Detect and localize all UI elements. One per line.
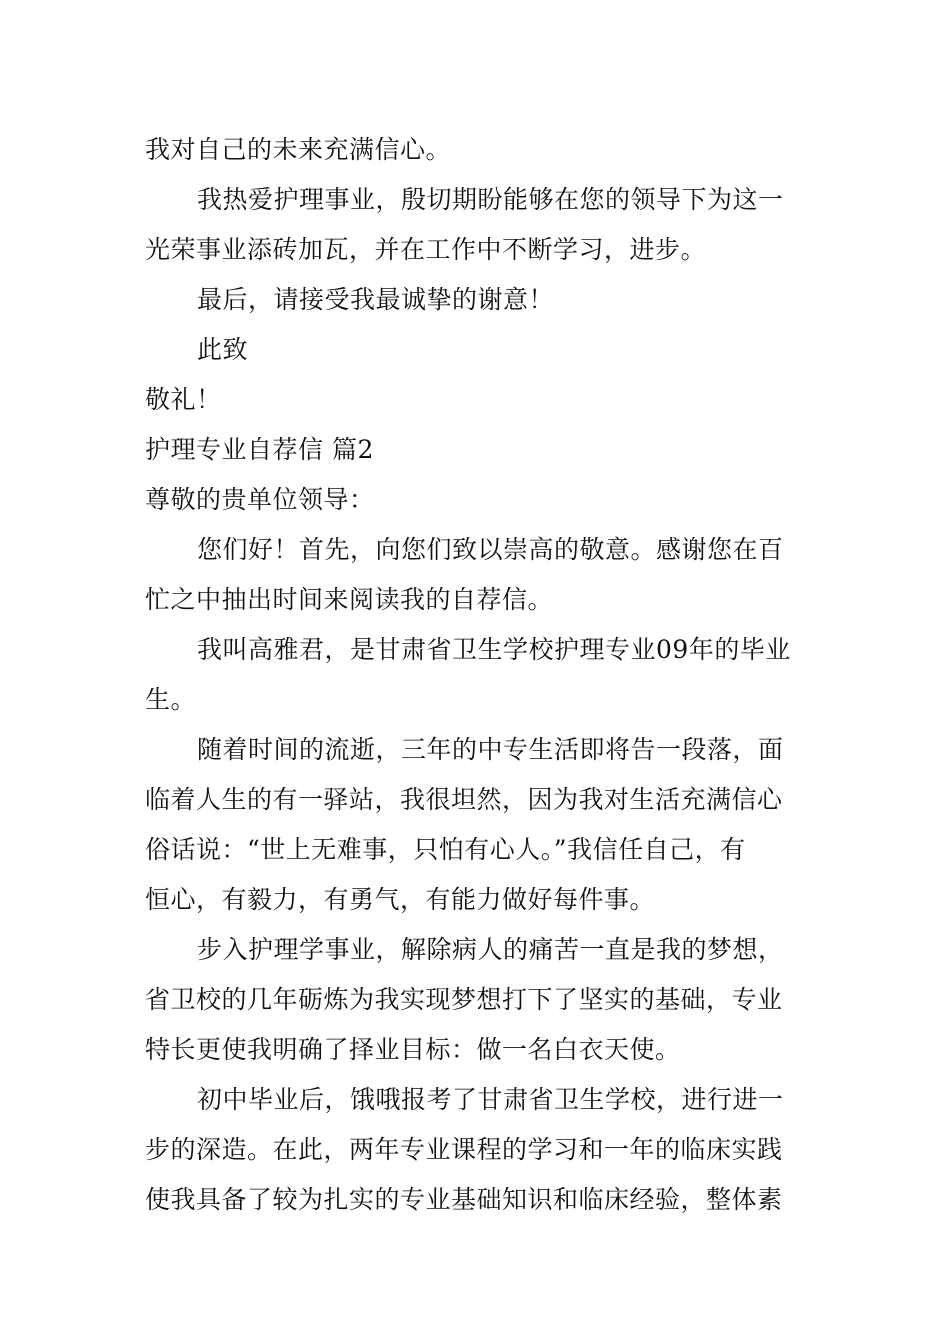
paragraph-line: 省卫校的几年砺炼为我实现梦想打下了坚实的基础，专业 [145,985,783,1014]
paragraph-line: 俗话说：“世上无难事，只怕有心人。”我信任自己，有 [145,835,746,864]
paragraph-line: 步入护理学事业，解除病人的痛苦一直是我的梦想， [197,935,784,964]
paragraph-line: 光荣事业添砖加瓦，并在工作中不断学习，进步。 [145,235,707,264]
paragraph-line: 我对自己的未来充满信心。 [145,135,452,164]
paragraph-line: 临着人生的有一驿站，我很坦然，因为我对生活充满信心 [145,785,783,814]
section-title: 护理专业自荐信 篇2 [145,435,374,464]
paragraph-line: 使我具备了较为扎实的专业基础知识和临床经验，整体素 [145,1185,783,1214]
paragraph-line: 恒心，有毅力，有勇气，有能力做好每件事。 [145,885,656,914]
paragraph-line: 初中毕业后，饿哦报考了甘肃省卫生学校，进行进一 [197,1085,784,1114]
paragraph-line: 生。 [145,685,197,714]
paragraph-line: 我叫高雅君，是甘肃省卫生学校护理专业09年的毕业 [197,635,791,664]
paragraph-line: 随着时间的流逝，三年的中专生活即将告一段落，面 [197,735,784,764]
paragraph-line: 步的深造。在此，两年专业课程的学习和一年的临床实践 [145,1135,783,1164]
closing-line: 敬礼！ [145,385,222,414]
closing-line: 此致 [197,335,249,364]
salutation: 尊敬的贵单位领导： [145,485,375,514]
paragraph-line: 特长更使我明确了择业目标：做一名白衣天使。 [145,1035,681,1064]
paragraph-line: 我热爱护理事业，殷切期盼能够在您的领导下为这一 [197,185,784,214]
paragraph-line: 最后，请接受我最诚挚的谢意！ [197,285,555,314]
paragraph-line: 您们好！首先，向您们致以崇高的敬意。感谢您在百 [197,535,784,564]
paragraph-line: 忙之中抽出时间来阅读我的自荐信。 [145,585,554,614]
